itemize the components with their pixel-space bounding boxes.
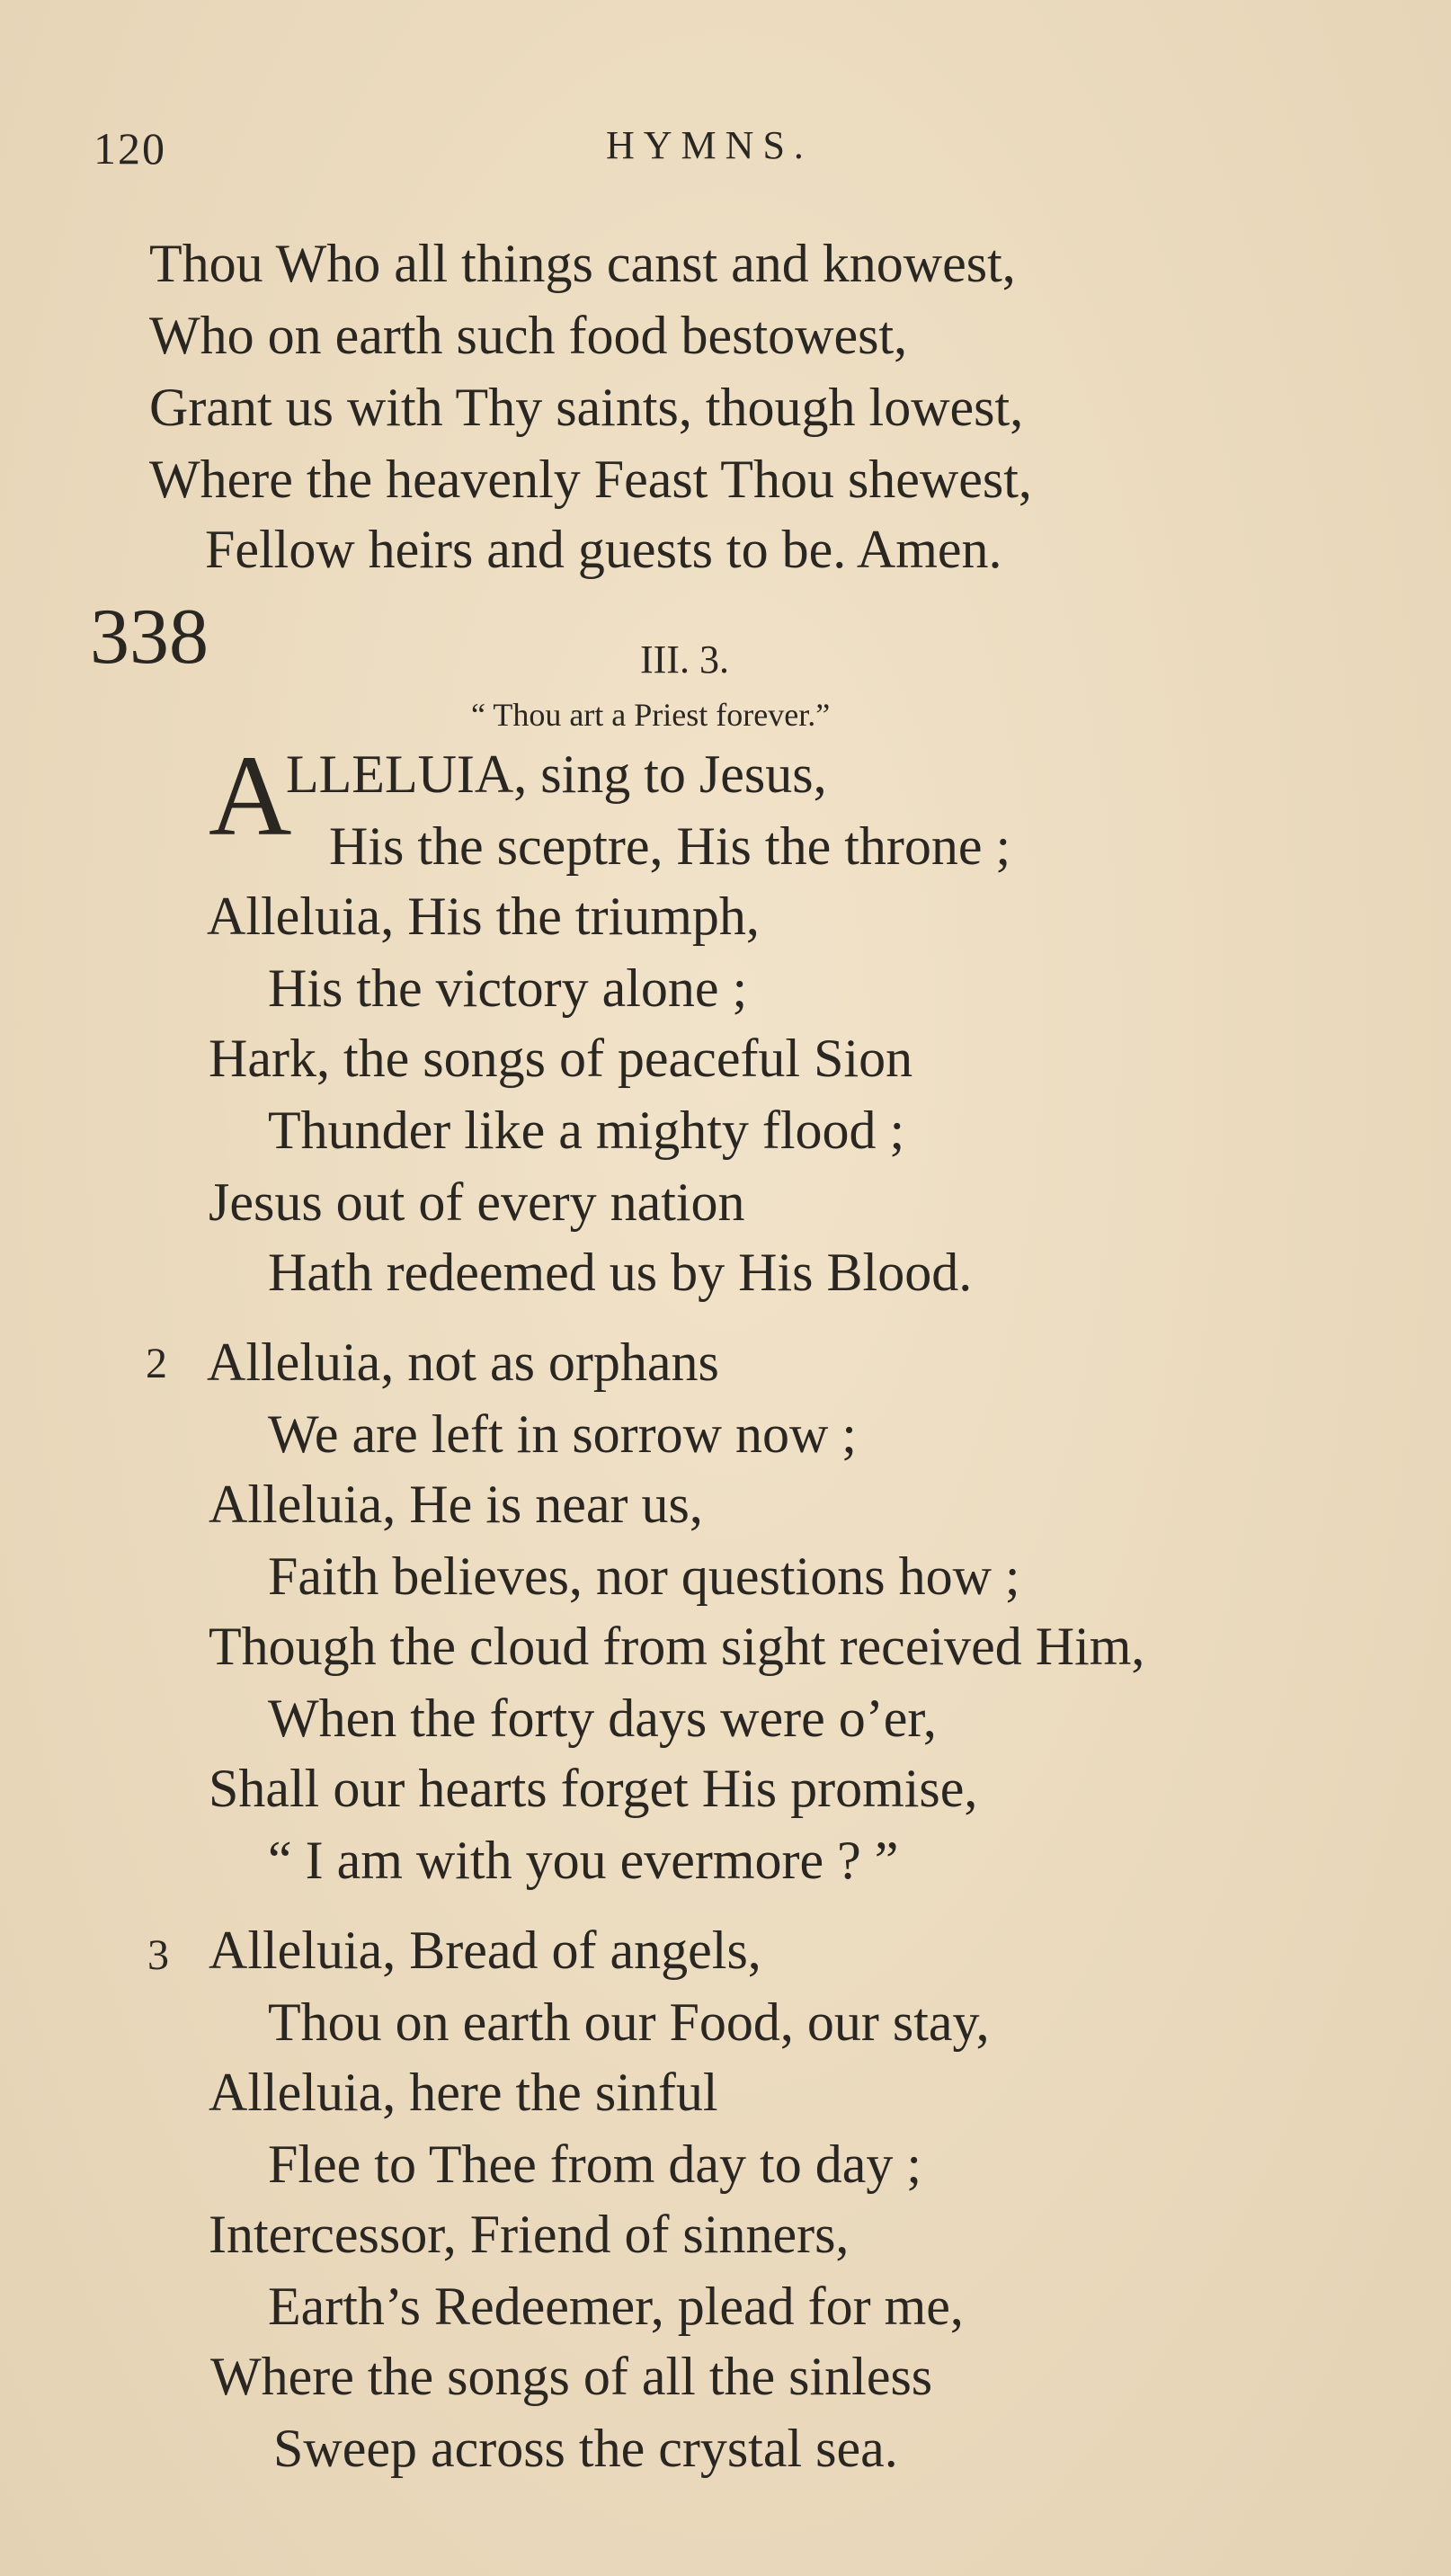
hymn-line: Grant us with Thy saints, though lowest, xyxy=(149,378,1024,437)
hymn-line: Thunder like a mighty flood ; xyxy=(268,1101,905,1160)
hymn-line: Sweep across the crystal sea. xyxy=(273,2419,898,2478)
hymn-line: Shall our hearts forget His promise, xyxy=(209,1759,978,1818)
hymn-line: Hark, the songs of peaceful Sion xyxy=(209,1029,913,1088)
hymn-line: Intercessor, Friend of sinners, xyxy=(209,2205,850,2264)
hymn-line: Alleluia, Bread of angels, xyxy=(209,1921,761,1980)
tune-meter: III. 3. xyxy=(640,637,729,682)
running-title: HYMNS. xyxy=(606,123,813,167)
hymn-line: Flee to Thee from day to day ; xyxy=(268,2135,922,2194)
hymn-line: Thou Who all things canst and knowest, xyxy=(149,234,1016,293)
hymn-line: When the forty days were o’er, xyxy=(268,1689,937,1748)
hymn-line: Alleluia, He is near us, xyxy=(209,1475,703,1534)
hymn-line: We are left in sorrow now ; xyxy=(268,1404,857,1464)
hymn-line: Earth’s Redeemer, plead for me, xyxy=(268,2277,964,2336)
hymn-line: Alleluia, here the sinful xyxy=(209,2063,718,2122)
page-header xyxy=(93,122,1361,176)
hymn-line: Who on earth such food bestowest, xyxy=(149,306,908,365)
hymn-line: His the victory alone ; xyxy=(268,958,748,1018)
hymn-line: Fellow heirs and guests to be. Amen. xyxy=(205,520,1002,579)
hymn-line: Though the cloud from sight received Him, xyxy=(209,1617,1145,1676)
hymn-line: Jesus out of every nation xyxy=(209,1172,745,1232)
verse-number: 2 xyxy=(146,1340,167,1387)
hymn-line: LLELUIA, sing to Jesus, xyxy=(286,744,827,804)
page-number: 120 xyxy=(93,123,166,174)
hymn-line: Where the songs of all the sinless xyxy=(210,2347,933,2406)
verse-number: 3 xyxy=(147,1931,169,1979)
epigraph: “ Thou art a Priest forever.” xyxy=(471,697,831,733)
hymn-line: Faith believes, nor questions how ; xyxy=(268,1546,1020,1606)
hymn-number: 338 xyxy=(90,593,209,681)
hymn-line: “ I am with you evermore ? ” xyxy=(268,1831,899,1890)
hymn-line: Alleluia, His the triumph, xyxy=(207,887,760,946)
hymn-line: His the sceptre, His the throne ; xyxy=(329,816,1011,876)
hymn-line: Alleluia, not as orphans xyxy=(207,1333,719,1392)
hymn-line: Where the heavenly Feast Thou shewest, xyxy=(149,450,1032,509)
hymn-line: Hath redeemed us by His Blood. xyxy=(268,1243,973,1302)
hymn-line: Thou on earth our Food, our stay, xyxy=(268,1992,990,2052)
drop-cap: A xyxy=(209,732,292,860)
